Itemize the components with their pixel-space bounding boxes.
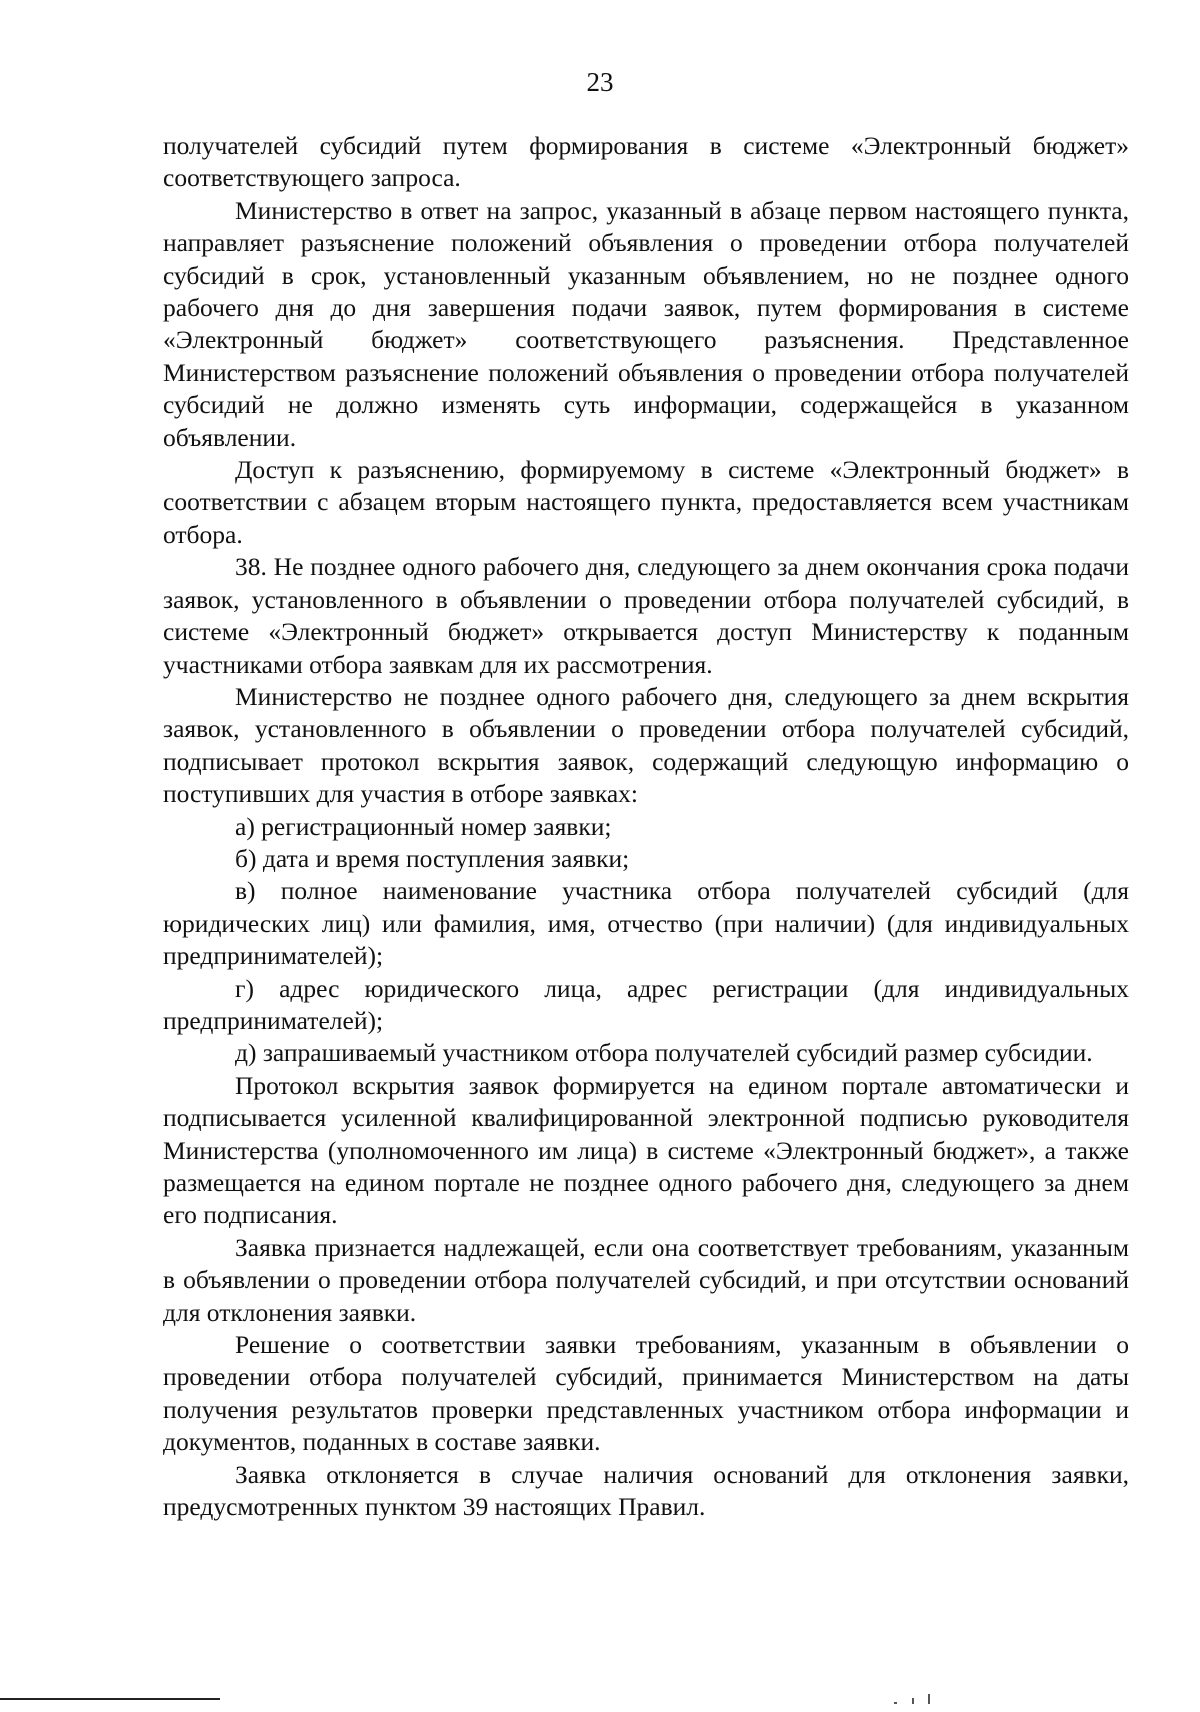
paragraph-protocol-info: Министерство не позднее одного рабочего дня, следующего за днем вскрытия заявок, установленного в объявлении о проведении отбора получателей субсидий, подписывает протокол вскрытия заявок, содержащий следующую информацию о поступивших для участия в отборе заявках: [163, 681, 1129, 809]
paragraph-clarification: Министерство в ответ на запрос, указанный в абзаце первом настоящего пункта, направляет разъяснение положений объявления о проведении отбора получателей субсидий в срок, установленный указанным объявлением, но не позднее одного рабочего дня до дня завершения подачи заявок, путем формирования в системе «Электронный бюджет» соответствующего разъяснения. Представленное Министерством разъяснение положений объявления о проведении отбора получателей субсидий не должно изменять суть информации, содержащейся в указанном объявлении. [163, 195, 1129, 452]
paragraph-item-38: 38. Не позднее одного рабочего дня, следующего за днем окончания срока подачи заявок, установленного в объявлении о проведении отбора получателей субсидий, в системе «Электронный бюджет» открывается доступ Министерству к поданным участниками отбора заявкам для их рассмотрения. [163, 552, 1129, 679]
page-number: 23 [586, 67, 614, 97]
paragraph-continuation: получателей субсидий путем формирования в системе «Электронный бюджет» соответствующего запроса. [163, 131, 1129, 193]
paragraph-rejection: Заявка отклоняется в случае наличия оснований для отклонения заявки, предусмотренных пунктом 39 настоящих Правил. [163, 1459, 1129, 1522]
paragraph-protocol-formation: Протокол вскрытия заявок формируется на едином портале автоматически и подписывается усиленной квалифицированной электронной подписью руководителя Министерства (уполномоченного им лица) в системе «Электронный бюджет», а также размещается на едином портале не позднее одного рабочего дня, следующего за днем его подписания. [163, 1070, 1129, 1230]
list-item-b: б) дата и время поступления заявки; [235, 843, 630, 873]
paragraph-proper-application: Заявка признается надлежащей, если она соответствует требованиям, указанным в объявлении о проведении отбора получателей субсидий, и при отсутствии оснований для отклонения заявки. [163, 1232, 1129, 1327]
list-item-v: в) полное наименование участника отбора получателей субсидий (для юридических лиц) или фамилия, имя, отчество (при наличии) (для индивидуальных предпринимателей); [163, 876, 1129, 971]
bottom-rule [0, 1698, 220, 1700]
paragraph-compliance-decision: Решение о соответствии заявки требованиям, указанным в объявлении о проведении отбора получателей субсидий, принимается Министерством на даты получения результатов проверки представленных участником отбора информации и документов, поданных в составе заявки. [163, 1330, 1129, 1457]
list-item-d: д) запрашиваемый участником отбора получателей субсидий размер субсидии. [235, 1038, 1093, 1068]
paragraph-access: Доступ к разъяснению, формируемому в системе «Электронный бюджет» в соответствии с абзацем вторым настоящего пункта, предоставляется всем участникам отбора. [163, 455, 1129, 549]
list-item-g: г) адрес юридического лица, адрес регистрации (для индивидуальных предпринимателей); [163, 973, 1129, 1035]
document-body [163, 130, 1129, 1523]
list-item-a: а) регистрационный номер заявки; [235, 811, 612, 841]
scan-artifact [890, 1694, 940, 1708]
